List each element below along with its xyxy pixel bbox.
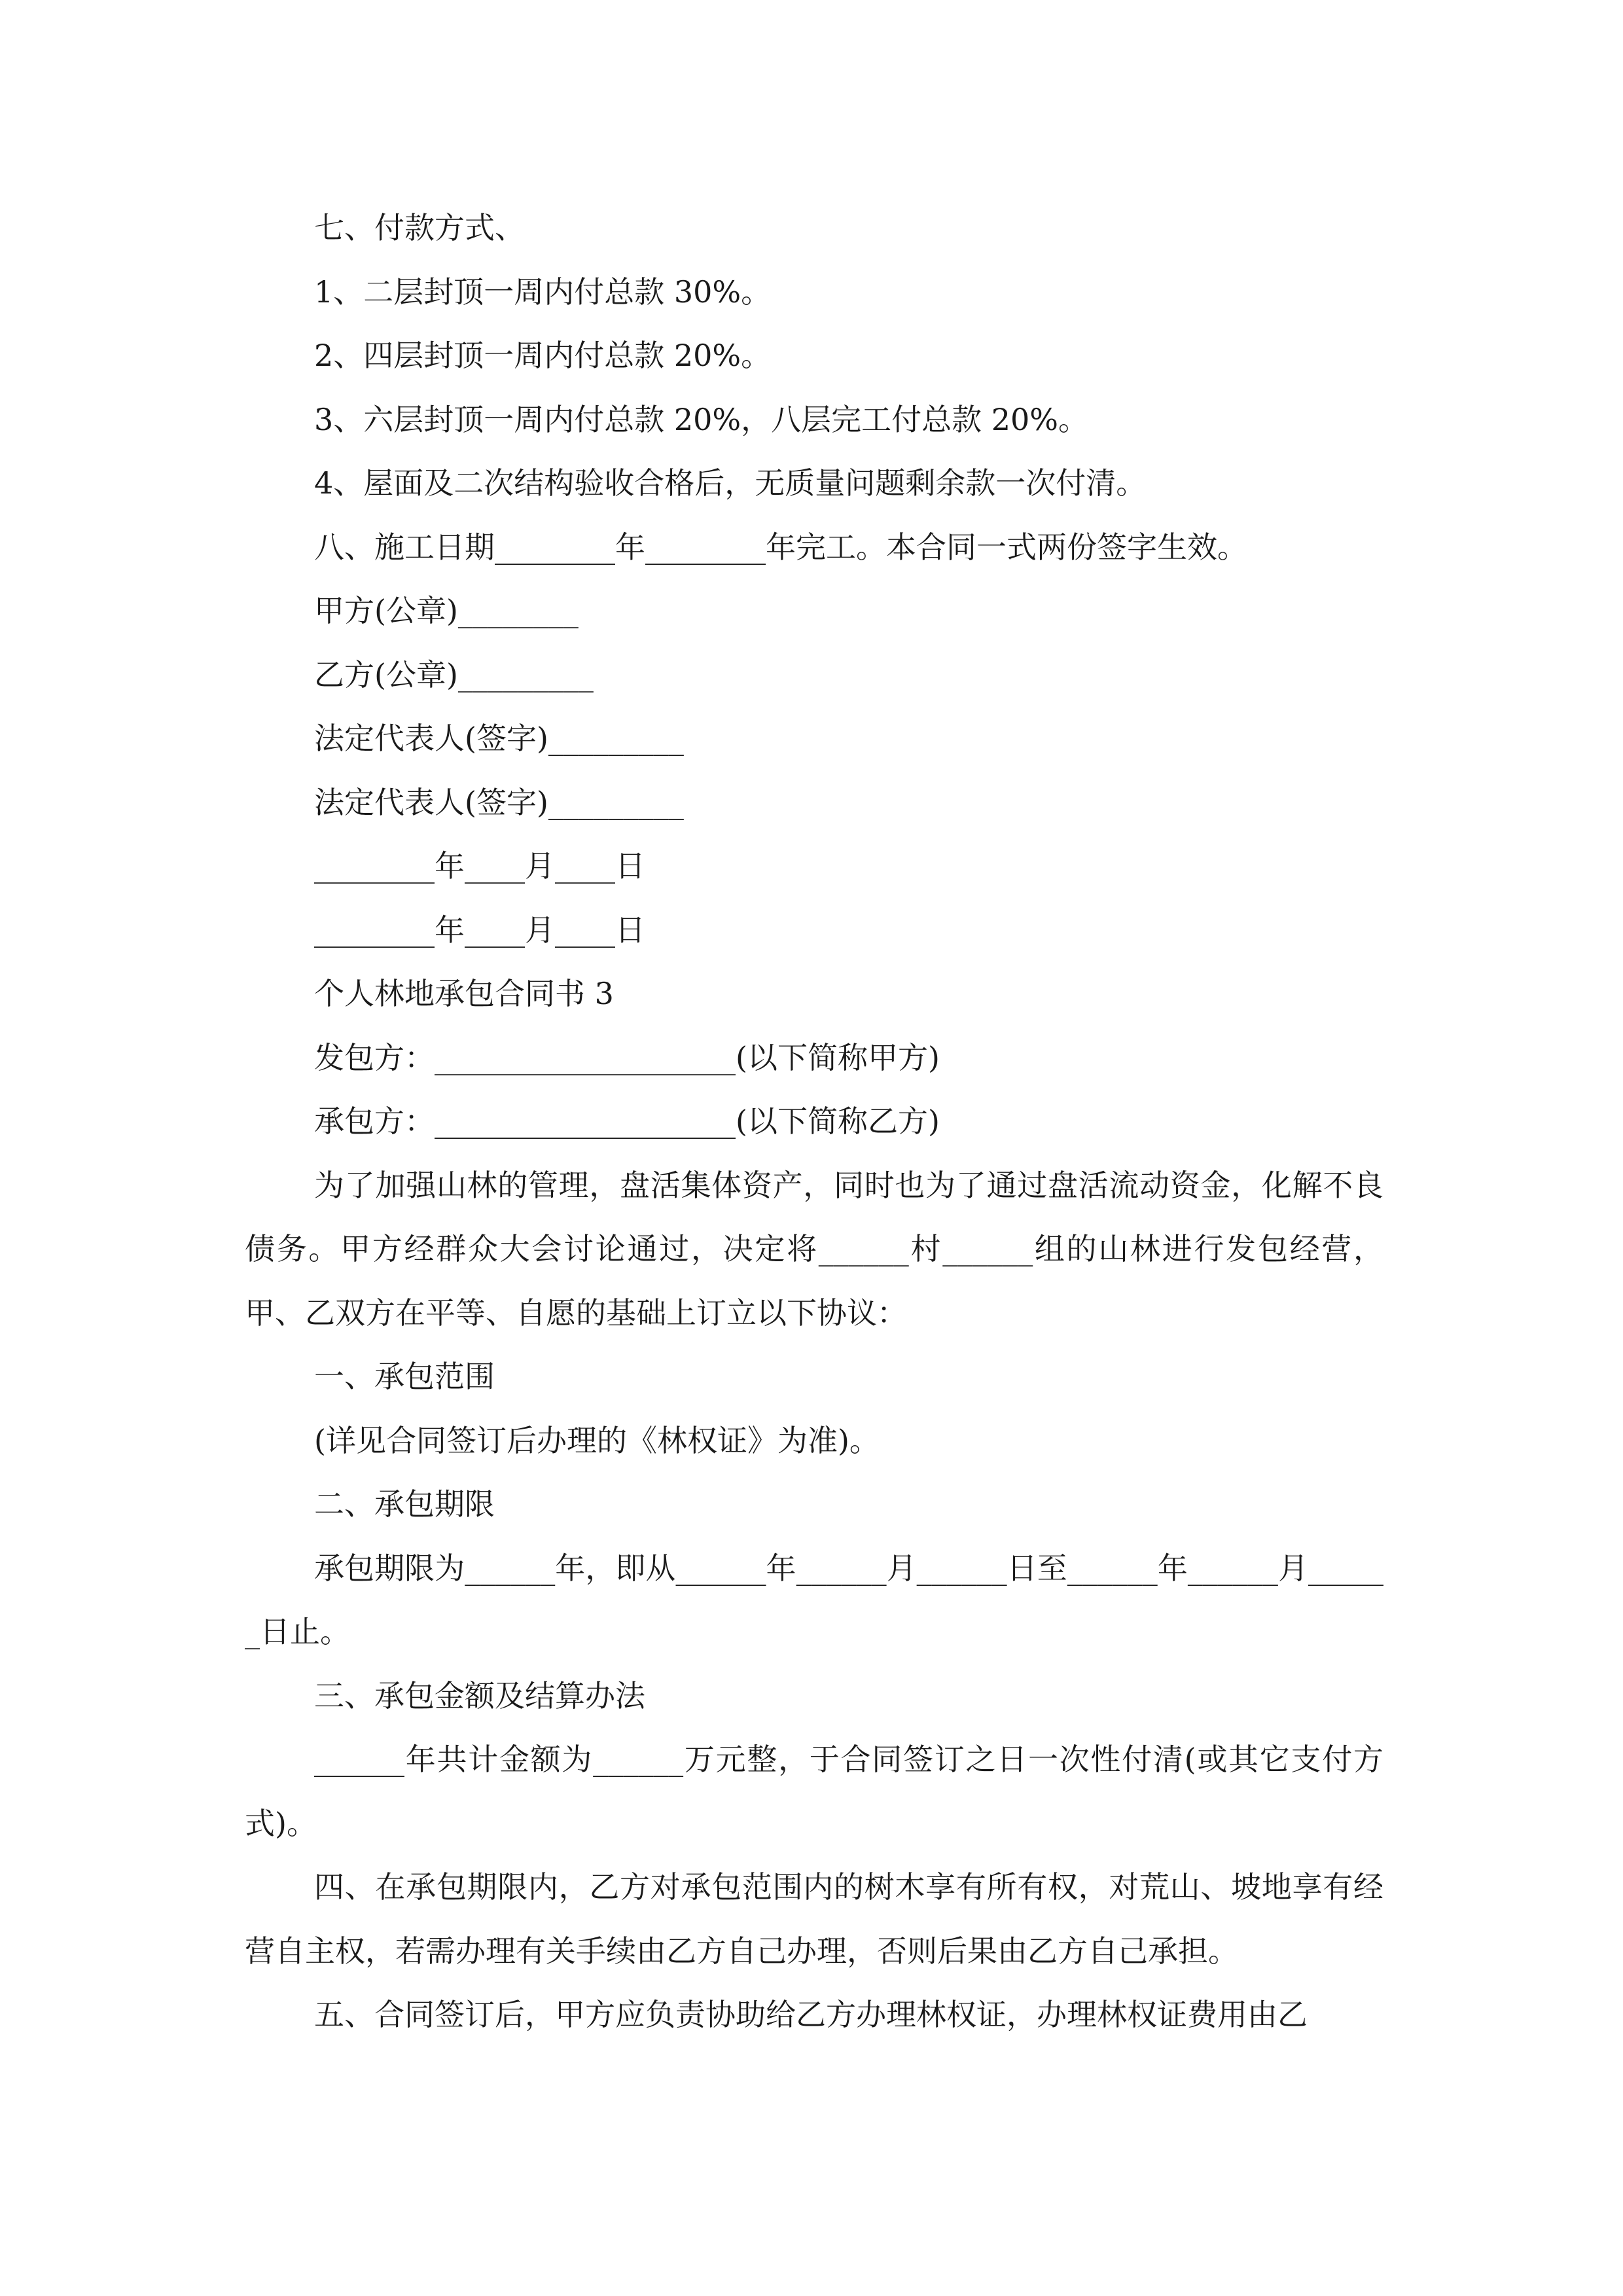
contractor-receiving-party: 承包方：____________________(以下简称乙方)	[314, 1103, 940, 1139]
section-7-heading: 七、付款方式、	[314, 210, 525, 245]
party-b-seal: 乙方(公章)_________	[314, 656, 594, 692]
section-1-text: (详见合同签订后办理的《林权证》为准)。	[314, 1422, 880, 1458]
legal-rep-signature-a: 法定代表人(签字)_________	[314, 721, 684, 756]
section-4-paragraph: 四、在承包期限内，乙方对承包范围内的树木享有所有权，对荒山、坡地享有经营自主权，若需办理有关手续由乙方自己办理，否则后果由乙方自己承担。	[245, 1869, 1383, 1969]
contract-title: 个人林地承包合同书 3	[314, 976, 614, 1011]
payment-item-2: 2、四层封顶一周内付总款 20%。	[314, 338, 772, 373]
party-a-seal: 甲方(公章)________	[314, 593, 579, 628]
section-8-construction-date: 八、施工日期________年________年完工。本合同一式两份签字生效。	[314, 529, 1247, 565]
amount-paragraph: ______年共计金额为______万元整，于合同签订之日一次性付清(或其它支付方式)。	[245, 1742, 1383, 1841]
contractor-issuing-party: 发包方：____________________(以下简称甲方)	[314, 1039, 940, 1075]
preamble-paragraph: 为了加强山林的管理，盘活集体资产，同时也为了通过盘活流动资金，化解不良债务。甲方经群众大会讨论通过，决定将______村______组的山林进行发包经营，甲、乙双方在平等、自愿的基础上订立以下协议：	[245, 1167, 1383, 1331]
section-5-paragraph: 五、合同签订后，甲方应负责协助给乙方办理林权证，办理林权证费用由乙	[314, 1997, 1308, 2032]
signing-date-b: ________年____月____日	[314, 912, 645, 948]
contract-term-paragraph: 承包期限为______年，即从______年______月______日至______年______月______日止。	[245, 1550, 1383, 1649]
section-2-title: 二、承包期限	[314, 1486, 495, 1522]
payment-item-4: 4、屋面及二次结构验收合格后，无质量问题剩余款一次付清。	[314, 465, 1147, 501]
section-1-title: 一、承包范围	[314, 1359, 495, 1394]
signing-date-a: ________年____月____日	[314, 848, 645, 884]
payment-item-3: 3、六层封顶一周内付总款 20%，八层完工付总款 20%。	[314, 401, 1088, 437]
document-body	[245, 196, 1383, 2047]
payment-item-1: 1、二层封顶一周内付总款 30%。	[314, 274, 772, 310]
section-3-title: 三、承包金额及结算办法	[314, 1677, 645, 1713]
legal-rep-signature-b: 法定代表人(签字)_________	[314, 784, 684, 820]
